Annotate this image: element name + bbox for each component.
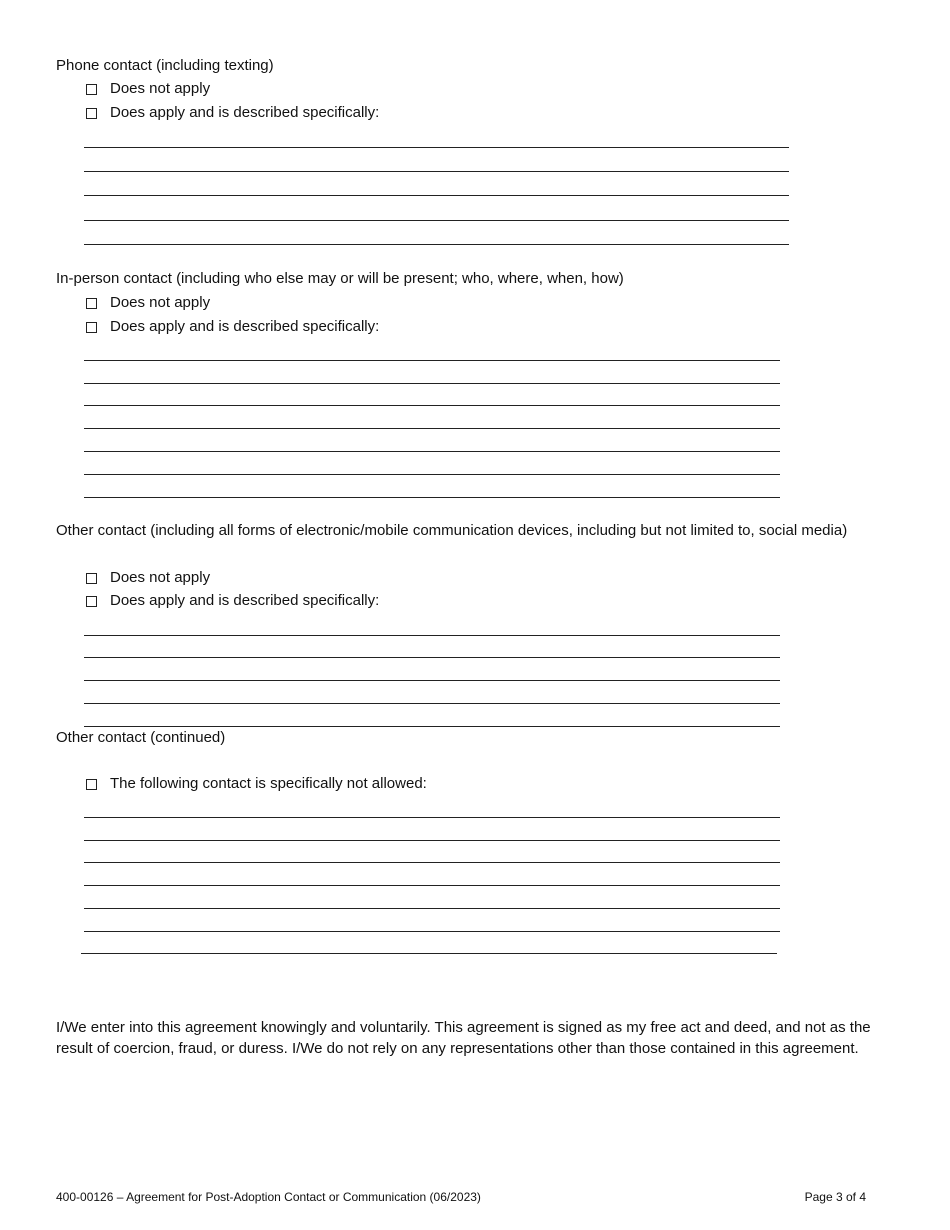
- footer-page-number: Page 3 of 4: [804, 1190, 866, 1204]
- other-does-apply-option[interactable]: [86, 592, 379, 609]
- in-person-description-line[interactable]: [84, 383, 780, 384]
- phone-does-not-apply-checkbox[interactable]: [86, 84, 97, 95]
- not-allowed-description-line[interactable]: [84, 817, 780, 818]
- not-allowed-description-line[interactable]: [84, 840, 780, 841]
- agreement-statement: I/We enter into this agreement knowingly and voluntarily. This agreement is signed as my free act and deed, and not as the result of coercion, fraud, or duress. I/We do not rely on any representations other than those contained in this agreement.: [56, 1019, 871, 1057]
- in-person-does-apply-label: Does apply and is described specifically:: [110, 318, 380, 335]
- other-does-not-apply-option[interactable]: [86, 569, 210, 586]
- phone-description-line[interactable]: [84, 147, 789, 148]
- other-does-apply-checkbox[interactable]: [86, 596, 97, 607]
- other-does-apply-label: Does apply and is described specifically:: [110, 592, 380, 609]
- in-person-description-line[interactable]: [84, 428, 780, 429]
- not-allowed-option[interactable]: [86, 775, 427, 792]
- other-description-line[interactable]: [84, 703, 780, 704]
- not-allowed-checkbox[interactable]: [86, 779, 97, 790]
- not-allowed-description-line[interactable]: [81, 953, 777, 954]
- phone-does-not-apply-label: Does not apply: [110, 80, 211, 97]
- other-description-line[interactable]: [84, 657, 780, 658]
- phone-does-apply-option[interactable]: [86, 104, 379, 121]
- other-contact-continued-heading: Other contact (continued): [56, 729, 226, 746]
- in-person-description-line[interactable]: [84, 451, 780, 452]
- other-description-line[interactable]: [84, 635, 780, 636]
- not-allowed-label: The following contact is specifically not allowed:: [110, 775, 427, 792]
- other-does-not-apply-checkbox[interactable]: [86, 573, 97, 584]
- in-person-contact-heading: In-person contact (including who else may or will be present; who, where, when, how): [56, 270, 624, 287]
- not-allowed-description-line[interactable]: [84, 862, 780, 863]
- in-person-does-not-apply-label: Does not apply: [110, 294, 211, 311]
- phone-description-line[interactable]: [84, 220, 789, 221]
- other-contact-heading: Other contact (including all forms of electronic/mobile communication devices, including but not limited to, social media): [56, 522, 848, 539]
- in-person-description-line[interactable]: [84, 474, 780, 475]
- phone-contact-heading: Phone contact (including texting): [56, 57, 274, 74]
- other-description-line[interactable]: [84, 680, 780, 681]
- phone-description-line[interactable]: [84, 171, 789, 172]
- phone-description-line[interactable]: [84, 244, 789, 245]
- in-person-description-line[interactable]: [84, 405, 780, 406]
- not-allowed-description-line[interactable]: [84, 908, 780, 909]
- other-description-line[interactable]: [84, 726, 780, 727]
- in-person-does-not-apply-option[interactable]: [86, 294, 210, 311]
- other-does-not-apply-label: Does not apply: [110, 569, 211, 586]
- phone-does-apply-label: Does apply and is described specifically:: [110, 104, 380, 121]
- in-person-does-apply-checkbox[interactable]: [86, 322, 97, 333]
- in-person-does-not-apply-checkbox[interactable]: [86, 298, 97, 309]
- in-person-description-line[interactable]: [84, 497, 780, 498]
- in-person-description-line[interactable]: [84, 360, 780, 361]
- phone-does-not-apply-option[interactable]: [86, 80, 210, 97]
- not-allowed-description-line[interactable]: [84, 885, 780, 886]
- in-person-does-apply-option[interactable]: [86, 318, 379, 335]
- phone-description-line[interactable]: [84, 195, 789, 196]
- not-allowed-description-line[interactable]: [84, 931, 780, 932]
- phone-does-apply-checkbox[interactable]: [86, 108, 97, 119]
- footer-form-id: 400-00126 – Agreement for Post-Adoption Contact or Communication (06/2023): [56, 1190, 481, 1204]
